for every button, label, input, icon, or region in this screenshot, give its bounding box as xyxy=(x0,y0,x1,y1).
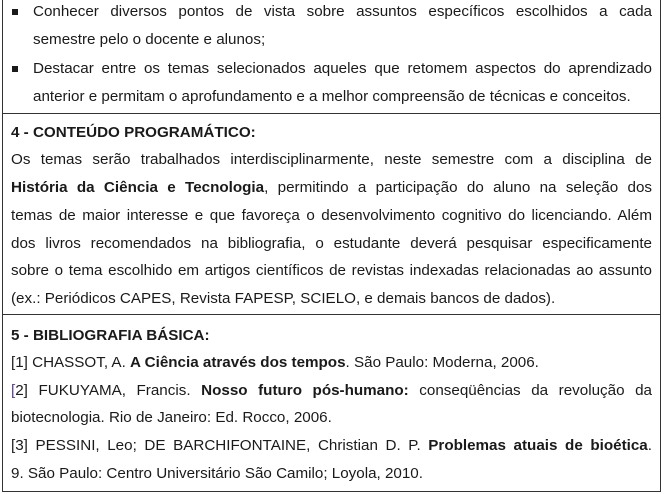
reference-2-line-1 xyxy=(11,377,652,405)
reference-3-line-1 xyxy=(11,432,652,460)
objective-1-line-1: Conhecer diversos pontos de vista sobre assuntos específicos escolhidos a cada xyxy=(33,3,652,20)
reference-2-bracket: [ xyxy=(11,382,16,399)
content-heading: 4 - CONTEÚDO PROGRAMÁTICO: xyxy=(11,124,256,141)
discipline-name: História da Ciência e Tecnologia xyxy=(11,179,265,196)
bullet-icon xyxy=(12,66,18,72)
bibliography-heading: 5 - BIBLIOGRAFIA BÁSICA: xyxy=(11,327,210,344)
reference-3-title: Problemas atuais de bioética xyxy=(428,437,648,454)
content-line-1: Os temas serão trabalhados interdisciplinarmente, neste semestre com a disciplina de xyxy=(11,151,652,168)
content-line-4: dos livros recomendados na bibliografia, o estudante deverá pesquisar especificamente xyxy=(11,235,652,252)
reference-1 xyxy=(11,349,652,377)
content-line-2 xyxy=(11,174,652,202)
objectives-section xyxy=(3,0,660,114)
reference-2-line-2: biotecnologia. Rio de Janeiro: Ed. Rocco, 2006. xyxy=(11,409,332,426)
reference-3-author: [3] PESSINI, Leo; DE BARCHIFONTAINE, Christian D. P. xyxy=(11,437,429,454)
reference-1-publisher: . São Paulo: Moderna, 2006. xyxy=(345,354,539,371)
objective-2-line-1: Destacar entre os temas selecionados aqueles que retomem aspectos do aprendizado xyxy=(33,60,652,77)
bibliography-section xyxy=(3,315,660,492)
content-line-2-rest: , permitindo a participação do aluno na seleção dos xyxy=(264,179,653,196)
content-line-5: sobre o tema escolhido em artigos científicos de revistas indexadas relacionadas ao assunto xyxy=(11,262,652,279)
content-line-6: (ex.: Periódicos CAPES, Revista FAPESP, SCIELO, e demais bancos de dados). xyxy=(11,290,556,307)
content-line-3: temas de maior interesse e que favoreça o desenvolvimento cognitivo do licenciando. Além xyxy=(11,207,652,224)
reference-2-subtitle: conseqüências da revolução da xyxy=(408,382,653,399)
bullet-icon xyxy=(12,9,18,15)
reference-3-punct: . xyxy=(647,437,652,454)
reference-2-author: 2] FUKUYAMA, Francis. xyxy=(15,382,202,399)
reference-3-line-2: 9. São Paulo: Centro Universitário São Camilo; Loyola, 2010. xyxy=(11,465,423,482)
reference-2-title: Nosso futuro pós-humano: xyxy=(201,382,409,399)
syllabus-table xyxy=(2,0,661,492)
objective-1-line-2: semestre pelo o docente e alunos; xyxy=(33,31,266,48)
content-section xyxy=(3,114,660,315)
reference-1-author: [1] CHASSOT, A. xyxy=(11,354,131,371)
reference-1-title: A Ciência através dos tempos xyxy=(130,354,346,371)
objective-2-line-2: anterior e permitam o aprofundamento e a melhor compreensão de técnicas e conceitos. xyxy=(33,88,631,105)
